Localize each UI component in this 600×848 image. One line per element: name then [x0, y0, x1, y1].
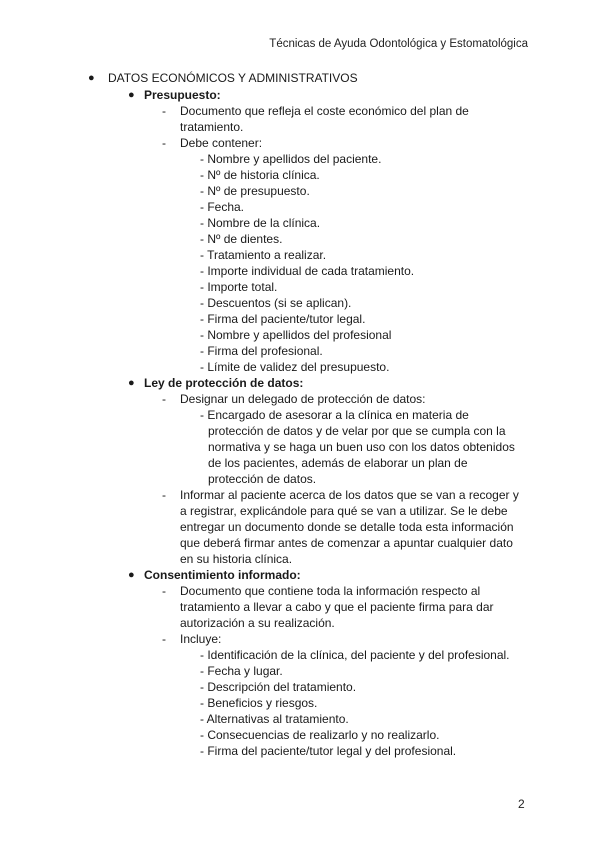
point-text: tratamiento a llevar a cabo y que el paciente firma para dar	[180, 600, 494, 614]
point-line	[0, 535, 600, 551]
sub-item-text: - Identificación de la clínica, del paciente y del profesional.	[200, 648, 510, 662]
section-title: Consentimiento informado:	[144, 568, 301, 582]
section-title-row	[0, 87, 600, 103]
sub-item-text: - Firma del paciente/tutor legal y del profesional.	[200, 744, 457, 758]
section-title: Ley de protección de datos:	[144, 376, 304, 390]
sub-item-line	[0, 167, 600, 183]
sub-item-text: normativa y se haga un buen uso con los datos obtenidos	[208, 440, 515, 454]
point-text: en su historia clínica.	[180, 552, 293, 566]
point-text: Incluye:	[180, 632, 222, 646]
point-line	[0, 519, 600, 535]
sub-item-text: protección de datos.	[208, 472, 317, 486]
sub-item-text: - Fecha y lugar.	[200, 664, 283, 678]
main-heading-row	[0, 70, 600, 87]
section-title: Presupuesto:	[144, 88, 221, 102]
point-line	[0, 551, 600, 567]
sub-item-line	[0, 151, 600, 167]
point-line	[0, 583, 600, 599]
sub-item-line	[0, 279, 600, 295]
point-text: que deberá firmar antes de comenzar a apuntar cualquier dato	[180, 536, 513, 550]
sub-item-text: - Importe total.	[200, 280, 278, 294]
dash-marker: -	[162, 392, 166, 406]
dash-marker: -	[162, 104, 166, 118]
point-line	[0, 135, 600, 151]
bullet-icon: ●	[128, 89, 135, 101]
sub-item-text: - Nombre y apellidos del profesional	[200, 328, 392, 342]
sub-item-text: - Nº de presupuesto.	[200, 184, 310, 198]
sub-item-line	[0, 711, 600, 727]
bullet-icon: ●	[128, 569, 135, 581]
sub-item-line	[0, 359, 600, 375]
sub-item-line	[0, 727, 600, 743]
sub-item-line	[0, 439, 600, 455]
point-line	[0, 103, 600, 119]
point-text: Documento que refleja el coste económico del plan de	[180, 104, 469, 118]
sub-item-text: - Encargado de asesorar a la clínica en materia de	[200, 408, 469, 422]
sub-item-text: - Importe individual de cada tratamiento.	[200, 264, 415, 278]
sub-item-line	[0, 663, 600, 679]
sub-item-text: - Límite de validez del presupuesto.	[200, 360, 390, 374]
sub-item-line	[0, 679, 600, 695]
point-line	[0, 631, 600, 647]
sub-item-line	[0, 215, 600, 231]
sub-item-text: - Nº de dientes.	[200, 232, 283, 246]
sub-item-line	[0, 407, 600, 423]
sub-item-line	[0, 327, 600, 343]
point-text: a registrar, explicándole para qué se van a utilizar. Se le debe	[180, 504, 508, 518]
sub-item-text: - Tratamiento a realizar.	[200, 248, 327, 262]
bullet-icon: ●	[128, 377, 135, 389]
sub-item-line	[0, 423, 600, 439]
point-line	[0, 599, 600, 615]
point-line	[0, 503, 600, 519]
dash-marker: -	[162, 488, 166, 502]
sub-item-line	[0, 455, 600, 471]
sub-item-text: - Beneficios y riesgos.	[200, 696, 318, 710]
sub-item-text: - Fecha.	[200, 200, 245, 214]
point-text: Designar un delegado de protección de datos:	[180, 392, 426, 406]
sub-item-line	[0, 247, 600, 263]
sub-item-text: - Consecuencias de realizarlo y no realizarlo.	[200, 728, 440, 742]
section-title-row	[0, 375, 600, 391]
sub-item-text: - Nombre de la clínica.	[200, 216, 321, 230]
sub-item-text: - Firma del paciente/tutor legal.	[200, 312, 366, 326]
dash-marker: -	[162, 584, 166, 598]
sub-item-line	[0, 263, 600, 279]
sub-item-text: - Descuentos (si se aplican).	[200, 296, 352, 310]
sub-item-text: de los pacientes, además de elaborar un plan de	[208, 456, 468, 470]
sub-item-line	[0, 231, 600, 247]
sub-item-line	[0, 695, 600, 711]
main-heading: DATOS ECONÓMICOS Y ADMINISTRATIVOS	[108, 71, 358, 85]
bullet-icon: ●	[88, 72, 95, 84]
point-line	[0, 615, 600, 631]
page-number: 2	[518, 797, 525, 811]
sub-item-line	[0, 343, 600, 359]
point-text: Informar al paciente acerca de los datos que se van a recoger y	[180, 488, 519, 502]
point-text: Documento que contiene toda la información respecto al	[180, 584, 481, 598]
section	[0, 567, 600, 759]
dash-marker: -	[162, 632, 166, 646]
point-text: autorización a su realización.	[180, 616, 335, 630]
point-line	[0, 391, 600, 407]
sub-item-text: - Nombre y apellidos del paciente.	[200, 152, 382, 166]
section-title-row	[0, 567, 600, 583]
sub-item-text: protección de datos y de velar por que se cumpla con la	[208, 424, 506, 438]
dash-marker: -	[162, 136, 166, 150]
document-body	[0, 70, 600, 759]
point-text: entregar un documento donde se detalle toda esta información	[180, 520, 514, 534]
sub-item-line	[0, 295, 600, 311]
sections	[0, 87, 600, 759]
sub-item-text: - Descripción del tratamiento.	[200, 680, 357, 694]
point-text: tratamiento.	[180, 120, 244, 134]
sub-item-line	[0, 311, 600, 327]
sub-item-line	[0, 743, 600, 759]
sub-item-text: - Nº de historia clínica.	[200, 168, 320, 182]
sub-item-line	[0, 471, 600, 487]
sub-item-line	[0, 183, 600, 199]
sub-item-text: - Firma del profesional.	[200, 344, 323, 358]
section	[0, 375, 600, 567]
running-header: Técnicas de Ayuda Odontológica y Estomatológica	[269, 38, 528, 50]
sub-item-line	[0, 199, 600, 215]
point-text: Debe contener:	[180, 136, 263, 150]
point-line	[0, 119, 600, 135]
point-line	[0, 487, 600, 503]
sub-item-text: - Alternativas al tratamiento.	[200, 712, 349, 726]
sub-item-line	[0, 647, 600, 663]
section	[0, 87, 600, 375]
